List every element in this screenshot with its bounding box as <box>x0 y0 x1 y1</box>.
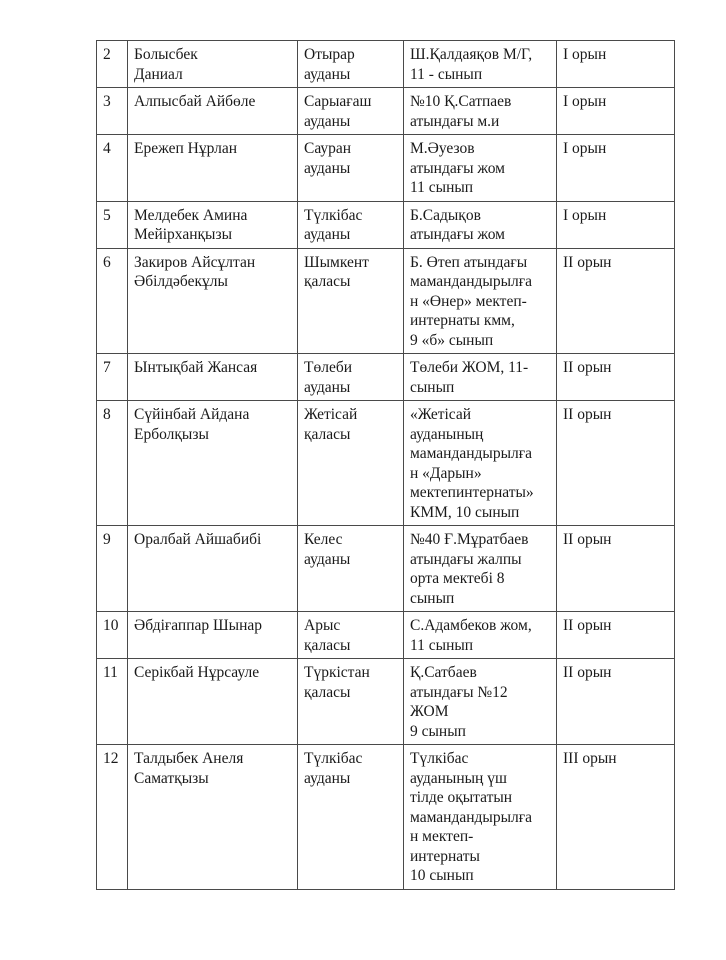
student-name-cell: Алпысбай Айбөле <box>128 88 298 135</box>
school-cell: Қ.Сатбаев атындағы №12 ЖОМ 9 сынып <box>404 659 557 745</box>
place-cell: II орын <box>557 659 675 745</box>
row-number-cell: 5 <box>97 201 128 248</box>
district-cell: Отырар ауданы <box>298 41 404 88</box>
place-cell: II орын <box>557 612 675 659</box>
district-cell: Түркістан қаласы <box>298 659 404 745</box>
row-number-cell: 12 <box>97 745 128 890</box>
place-cell: II орын <box>557 526 675 612</box>
student-name-cell: Әбдіғаппар Шынар <box>128 612 298 659</box>
school-cell: Б.Садықов атындағы жом <box>404 201 557 248</box>
place-cell: I орын <box>557 135 675 202</box>
student-name-cell: Сүйінбай Айдана Ерболқызы <box>128 401 298 526</box>
school-cell: «Жетісай ауданының мамандандырылға н «Дарын» мектепинтернаты» КММ, 10 сынып <box>404 401 557 526</box>
student-name-cell: Оралбай Айшабибі <box>128 526 298 612</box>
student-name-cell: Талдыбек Анеля Саматқызы <box>128 745 298 890</box>
school-cell: Б. Өтеп атындағы мамандандырылға н «Өнер» мектеп- интернаты кмм, 9 «б» сынып <box>404 248 557 354</box>
student-name-cell: Серікбай Нұрсауле <box>128 659 298 745</box>
table-row <box>97 41 675 88</box>
table-row <box>97 612 675 659</box>
school-cell: №10 Қ.Сатпаев атындағы м.и <box>404 88 557 135</box>
row-number-cell: 10 <box>97 612 128 659</box>
table-row <box>97 354 675 401</box>
row-number-cell: 11 <box>97 659 128 745</box>
student-name-cell: Ынтықбай Жансая <box>128 354 298 401</box>
results-table <box>96 40 675 890</box>
table-row <box>97 401 675 526</box>
table-row <box>97 88 675 135</box>
school-cell: Төлеби ЖОМ, 11- сынып <box>404 354 557 401</box>
table-row <box>97 248 675 354</box>
row-number-cell: 2 <box>97 41 128 88</box>
place-cell: II орын <box>557 401 675 526</box>
table-row <box>97 745 675 890</box>
district-cell: Түлкібас ауданы <box>298 745 404 890</box>
row-number-cell: 3 <box>97 88 128 135</box>
district-cell: Арыс қаласы <box>298 612 404 659</box>
row-number-cell: 8 <box>97 401 128 526</box>
row-number-cell: 4 <box>97 135 128 202</box>
district-cell: Сауран ауданы <box>298 135 404 202</box>
district-cell: Түлкібас ауданы <box>298 201 404 248</box>
place-cell: II орын <box>557 354 675 401</box>
district-cell: Сарыағаш ауданы <box>298 88 404 135</box>
document-page <box>96 40 676 890</box>
table-row <box>97 201 675 248</box>
district-cell: Жетісай қаласы <box>298 401 404 526</box>
place-cell: II орын <box>557 248 675 354</box>
place-cell: I орын <box>557 201 675 248</box>
place-cell: I орын <box>557 88 675 135</box>
school-cell: Ш.Қалдаяқов М/Г, 11 - сынып <box>404 41 557 88</box>
school-cell: С.Адамбеков жом, 11 сынып <box>404 612 557 659</box>
row-number-cell: 7 <box>97 354 128 401</box>
district-cell: Шымкент қаласы <box>298 248 404 354</box>
student-name-cell: Закиров Айсұлтан Әбілдәбекұлы <box>128 248 298 354</box>
district-cell: Төлеби ауданы <box>298 354 404 401</box>
student-name-cell: Ережеп Нұрлан <box>128 135 298 202</box>
table-row <box>97 526 675 612</box>
student-name-cell: Болысбек Даниал <box>128 41 298 88</box>
table-row <box>97 135 675 202</box>
school-cell: Түлкібас ауданының үш тілде оқытатын мамандандырылға н мектеп- интернаты 10 сынып <box>404 745 557 890</box>
school-cell: М.Әуезов атындағы жом 11 сынып <box>404 135 557 202</box>
district-cell: Келес ауданы <box>298 526 404 612</box>
student-name-cell: Мелдебек Амина Мейірханқызы <box>128 201 298 248</box>
row-number-cell: 6 <box>97 248 128 354</box>
row-number-cell: 9 <box>97 526 128 612</box>
table-row <box>97 659 675 745</box>
place-cell: I орын <box>557 41 675 88</box>
place-cell: III орын <box>557 745 675 890</box>
school-cell: №40 Ғ.Мұратбаев атындағы жалпы орта мектебі 8 сынып <box>404 526 557 612</box>
